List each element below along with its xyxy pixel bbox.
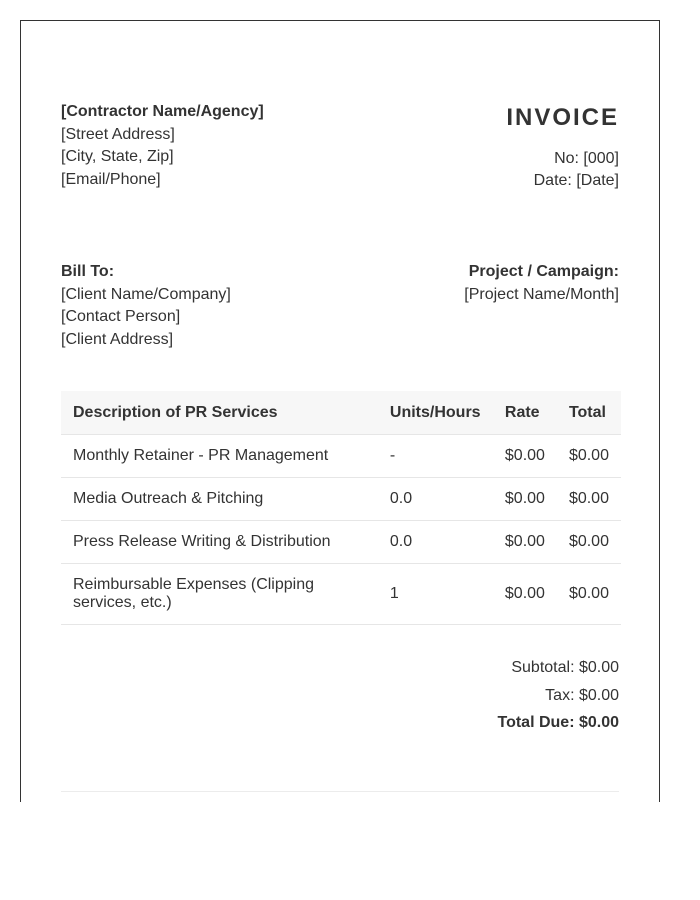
row-units: 0.0 xyxy=(378,478,493,521)
tax: Tax: $0.00 xyxy=(545,686,619,704)
table-row xyxy=(61,564,621,625)
row-total: $0.00 xyxy=(557,478,621,521)
invoice-title: INVOICE xyxy=(506,104,619,131)
billing-section xyxy=(61,261,619,361)
row-description: Monthly Retainer - PR Management xyxy=(61,435,378,478)
header-units: Units/Hours xyxy=(378,391,493,435)
row-rate: $0.00 xyxy=(493,478,557,521)
services-table xyxy=(61,391,621,625)
total-due: Total Due: $0.00 xyxy=(497,714,619,731)
header-rate: Rate xyxy=(493,391,557,435)
row-description: Press Release Writing & Distribution xyxy=(61,521,378,564)
contractor-block xyxy=(61,101,264,191)
bill-to-block xyxy=(61,261,231,351)
header-description: Description of PR Services xyxy=(61,391,378,435)
row-total: $0.00 xyxy=(557,435,621,478)
table-row xyxy=(61,521,621,564)
totals-block xyxy=(497,654,619,737)
table-row xyxy=(61,435,621,478)
project-name: [Project Name/Month] xyxy=(464,285,619,303)
project-label: Project / Campaign: xyxy=(468,263,619,280)
invoice-meta xyxy=(506,101,619,192)
table-row xyxy=(61,478,621,521)
bill-to-label: Bill To: xyxy=(61,263,115,280)
invoice-number: No: [000] xyxy=(554,150,619,167)
client-name: [Client Name/Company] xyxy=(61,285,231,303)
contractor-contact: [Email/Phone] xyxy=(61,170,161,188)
row-rate: $0.00 xyxy=(493,521,557,564)
contractor-city: [City, State, Zip] xyxy=(61,148,174,165)
client-contact-person: [Contact Person] xyxy=(61,308,181,325)
invoice-header xyxy=(61,101,619,201)
project-block xyxy=(464,261,619,306)
row-description: Media Outreach & Pitching xyxy=(61,478,378,521)
subtotal: Subtotal: $0.00 xyxy=(511,659,619,676)
invoice-date: Date: [Date] xyxy=(533,172,619,189)
row-description: Reimbursable Expenses (Clipping services, etc.) xyxy=(61,564,378,625)
invoice-page xyxy=(20,20,660,802)
footer-divider xyxy=(61,791,619,792)
contractor-name: [Contractor Name/Agency] xyxy=(61,103,264,120)
client-address: [Client Address] xyxy=(61,330,174,348)
header-total: Total xyxy=(557,391,621,435)
row-total: $0.00 xyxy=(557,521,621,564)
row-units: 0.0 xyxy=(378,521,493,564)
contractor-street: [Street Address] xyxy=(61,125,175,143)
row-rate: $0.00 xyxy=(493,435,557,478)
row-total: $0.00 xyxy=(557,564,621,625)
row-units: 1 xyxy=(378,564,493,625)
row-units: - xyxy=(378,435,493,478)
table-header-row xyxy=(61,391,621,435)
row-rate: $0.00 xyxy=(493,564,557,625)
